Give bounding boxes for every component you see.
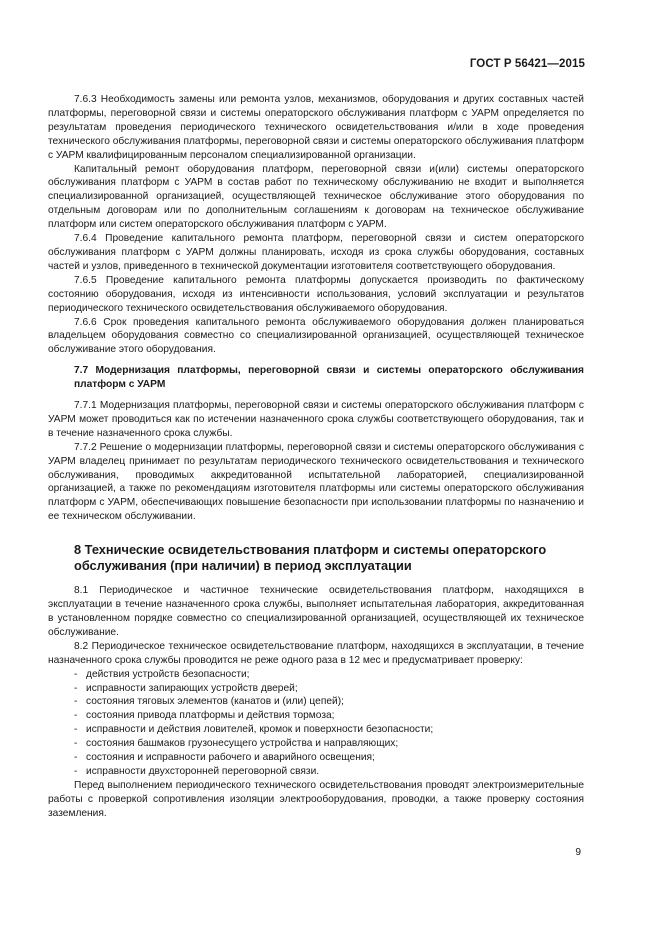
paragraph-7-7-1: 7.7.1 Модернизация платформы, переговорной связи и системы операторского обслуживания платформ с УАРМ может проводиться как по истечении назначенного срока службы соответствующего оборудования, так и в течение назначенного срока службы.	[48, 400, 584, 439]
paragraph-7-6-6: 7.6.6 Срок проведения капитального ремонта обслуживаемого оборудования должен планироваться владельцем оборудования совместно со специализированной организацией, осуществляющей техническое обслуживание этого оборудования.	[48, 316, 584, 356]
list-item: - действия устройств безопасности;	[74, 668, 250, 680]
paragraph-8-2: 8.2 Периодическое техническое освидетельствование платформ, находящихся в эксплуатации, в течение назначенного срока службы проводится не реже одного раза в 12 мес и предусматривает проверку:	[48, 640, 584, 666]
document-header: ГОСТ Р 56421—2015	[469, 58, 585, 70]
paragraph-capital-repair: Капитальный ремонт оборудования платформ, переговорной связи и(или) системы операторского обслуживания платформ с УАРМ в состав работ по техническому обслуживанию не входит и выполняется специализированной организацией, осуществляющей техническое обслуживание этого оборудования по отдельным договорам или по дополнительным соглашениям к договорам на техническое обслуживание платформ или систем операторского обслуживания платформ с УАРМ.	[48, 163, 584, 231]
list-item: - состояния и исправности рабочего и аварийного освещения;	[74, 752, 375, 764]
list-item: - состояния привода платформы и действия тормоза;	[74, 710, 335, 722]
page-content	[48, 93, 584, 821]
paragraph-7-7-2: 7.7.2 Решение о модернизации платформы, переговорной связи и системы операторского обслуживания с УАРМ владелец принимает по результатам периодического технического освидетельствования и технического обслуживания, проводимых аккредитованной испытательной лабораторией, специализированной организацией, а также по рекомендациям изготовителя платформы или системы операторского обслуживания платформ с УАРМ, обеспечивающих повышение безопасности при использовании платформы по назначению и ее техническом обслуживании.	[48, 441, 584, 523]
paragraph-final: Перед выполнением периодического технического освидетельствования проводят электроизмерительные работы с проверкой сопротивления изоляции электрооборудования, проводки, а также проверку состояния заземления.	[48, 779, 584, 819]
page-number: 9	[575, 847, 581, 858]
paragraph-7-6-5: 7.6.5 Проведение капитального ремонта платформы допускается производить по фактическому состоянию оборудования, исходя из интенсивности использования, условий эксплуатации и результатов периодического технического освидетельствования обслуживаемого оборудования.	[48, 274, 584, 314]
check-list	[48, 668, 584, 779]
section-title-8: 8 Технические освидетельствования платформ и системы операторского обслуживания (при наличии) в период эксплуатации	[74, 542, 547, 574]
list-item: - состояния тяговых элементов (канатов и (или) цепей);	[74, 696, 344, 708]
list-item: - исправности и действия ловителей, кромок и поверхности безопасности;	[74, 724, 434, 736]
paragraph-8-1: 8.1 Периодическое и частичное технические освидетельствования платформ, находящихся в эксплуатации в течение назначенного срока службы, выполняет испытательная лаборатория, аккредитованная в установленном порядке совместно со специализированной организацией, осуществляющей их техническое обслуживание.	[48, 585, 584, 638]
list-item: - исправности двухсторонней переговорной связи.	[74, 765, 320, 777]
paragraph-7-6-3: 7.6.3 Необходимость замены или ремонта узлов, механизмов, оборудования и других составных частей платформы, переговорной связи и системы операторского обслуживания платформ с УАРМ определяется по результатам проведения периодического технического освидетельствования и/или в ходе проведения технического обслуживания платформы, переговорной связи и системы операторского обслуживания платформ с УАРМ квалифицированным персоналом специализированной организации.	[48, 94, 584, 161]
list-item: - исправности запирающих устройств дверей;	[74, 682, 298, 694]
subsection-title-7-7: 7.7 Модернизация платформы, переговорной связи и системы операторского обслуживания платформ с УАРМ	[74, 365, 584, 391]
list-item: - состояния башмаков грузонесущего устройства и направляющих;	[74, 738, 399, 750]
paragraph-7-6-4: 7.6.4 Проведение капитального ремонта платформ, переговорной связи и систем операторского обслуживания платформ с УАРМ должны планировать, исходя из срока службы оборудования, составных частей и узлов, приведенного в технической документации изготовителя соответствующего оборудования.	[48, 233, 584, 272]
